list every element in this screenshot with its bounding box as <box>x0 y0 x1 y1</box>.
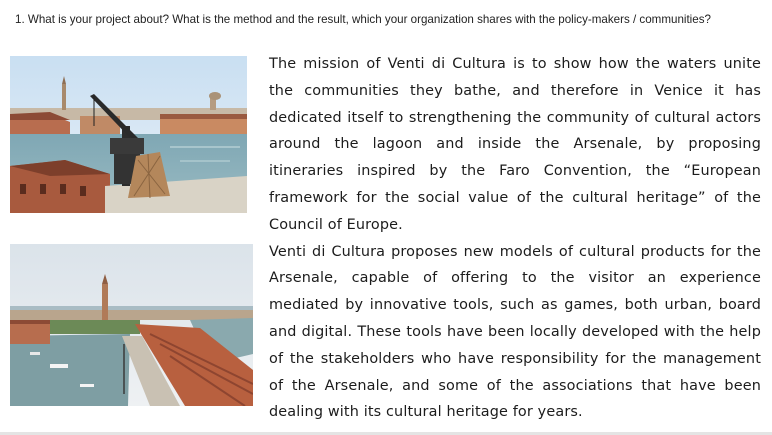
products-paragraph: Venti di Cultura proposes new models of cultural products for the Arsenale, capable of offering to the visitor an experience mediated by innovative tools, such as games, both urban, board and digital. These tools have been locally developed with the help of the stakeholders who have responsibility for the management of the Arsenale, and some of the associations that have been dealing with its cultural heritage for years. <box>269 243 761 421</box>
body-text <box>269 51 761 426</box>
mission-paragraph: The mission of Venti di Cultura is to show how the waters unite the communities they bathe, and therefore in Venice it has dedicated itself to strengthening the community of cultural actors around the lagoon and inside the Arsenale, by proposing itineraries inspired by the Faro Convention, the “European framework for the social value of the cultural heritage” of the Council of Europe. <box>269 56 761 233</box>
question-heading: 1. What is your project about? What is the method and the result, which your organization shares with the policy-makers / communities? <box>15 13 711 26</box>
arsenale-aerial-photo <box>10 244 253 406</box>
arsenale-crane-photo <box>10 56 247 213</box>
